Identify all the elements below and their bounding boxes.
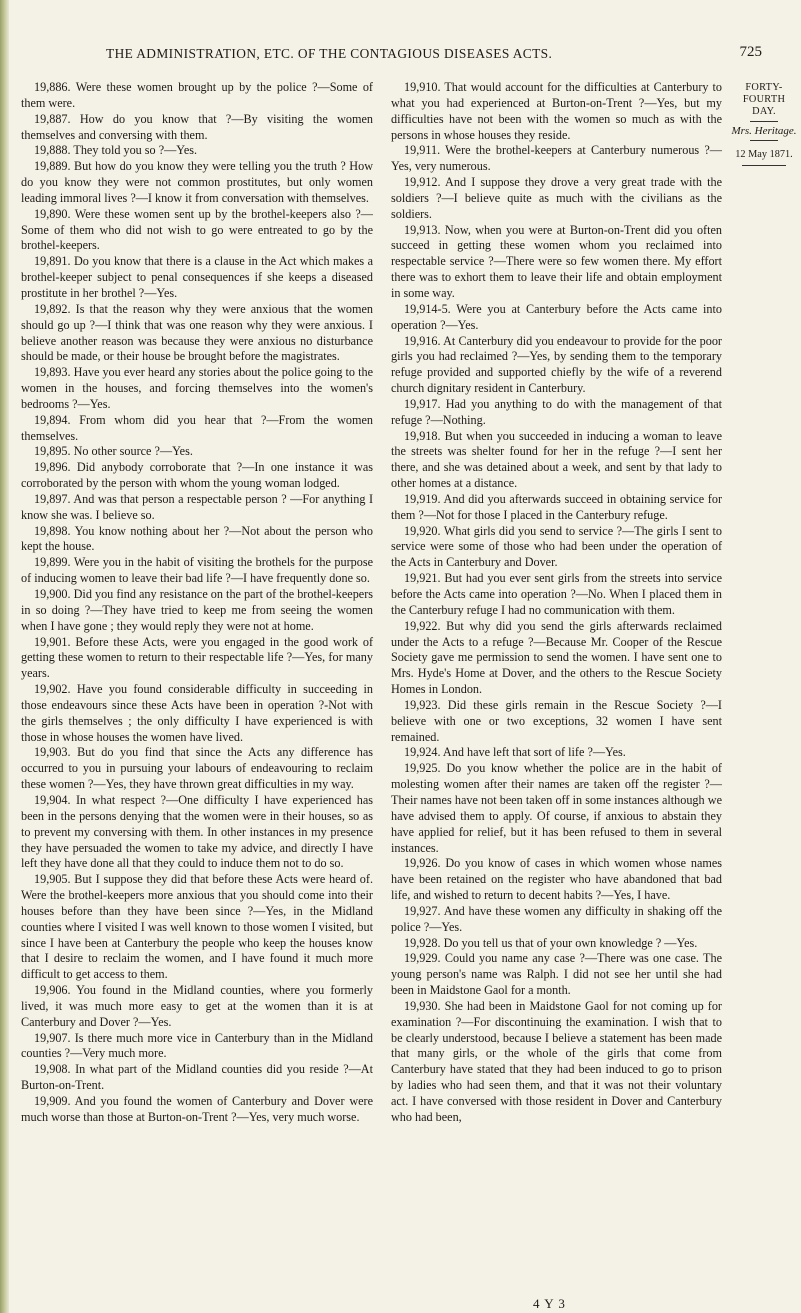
testimony-paragraph: 19,930. She had been in Maidstone Gaol for not coming up for examination ?—For discontinuing the examination. I wish that to be clearly understood, because I believe a statement has been made that many girls, or the whole of the girls that come from Canterbury have stated that they had been induced to go to prison by ladies who had seen them, and that it was not their voluntary act. I have conversed with those resident in Dover and Canterbury who had been,	[391, 998, 722, 1124]
page-binding-edge	[0, 0, 9, 1313]
margin-rule	[750, 140, 778, 141]
running-title: THE ADMINISTRATION, ETC. OF THE CONTAGIOUS DISEASES ACTS.	[106, 46, 553, 61]
testimony-paragraph: 19,908. In what part of the Midland counties did you reside ?—At Burton-on-Trent.	[21, 1062, 373, 1093]
page-header	[22, 46, 762, 66]
testimony-paragraph: 19,918. But when you succeeded in inducing a woman to leave the streets was shelter found for her in the refuge ?—I sent her there, and she was detained about a week, and sent by that lady to other homes at a distance.	[391, 428, 722, 491]
margin-notes	[730, 82, 798, 166]
page-number: 725	[739, 44, 762, 60]
testimony-paragraph: 19,893. Have you ever heard any stories about the police going to the women in the houses, and forcing themselves into the women's bedrooms ?—Yes.	[21, 365, 373, 411]
testimony-paragraph: 19,926. Do you know of cases in which women whose names have been retained on the register who have abandoned that bad life, and wished to return to decent habits ?—Yes, I have.	[391, 856, 722, 903]
left-column	[21, 80, 373, 1126]
testimony-paragraph: 19,905. But I suppose they did that before these Acts were heard of. Were the brothel-keepers more anxious that you should come into their houses before than they have been since ?—Yes, in the Midland counties where I visited I was well known to those women I visited, but since I have been at Canterbury the people who keep the houses know that I desire to reclaim the women, and I have found it much more difficult to get access to them.	[21, 872, 373, 982]
testimony-paragraph: 19,924. And have left that sort of life ?—Yes.	[404, 745, 626, 760]
margin-witness: Mrs. Heritage.	[731, 125, 797, 137]
testimony-paragraph: 19,921. But had you ever sent girls from the streets into service before the Acts came into operation ?—No. When I placed them in the Canterbury refuge I had no communication with them.	[391, 571, 722, 617]
margin-day: FORTY-FOURTH DAY.	[742, 82, 786, 117]
signature-mark: 4 Y 3	[533, 1296, 566, 1311]
testimony-paragraph: 19,886. Were these women brought up by the police ?—Some of them were.	[21, 80, 373, 110]
margin-date: 12 May 1871.	[735, 149, 793, 160]
testimony-paragraph: 19,896. Did anybody corroborate that ?—In one instance it was corroborated by the person with whom the young woman lodged.	[21, 460, 373, 491]
testimony-paragraph: 19,902. Have you found considerable difficulty in succeeding in those endeavours since these Acts have been in operation ?-Not with the girls themselves ; the only difficulty I have experienced is with those in whose houses the women have lived.	[21, 682, 373, 744]
testimony-paragraph: 19,911. Were the brothel-keepers at Canterbury numerous ?—Yes, very numerous.	[391, 143, 722, 174]
testimony-paragraph: 19,888. They told you so ?—Yes.	[34, 143, 198, 158]
testimony-paragraph: 19,890. Were these women sent up by the brothel-keepers also ?—Some of them who did not wish to go were entreated to go by the brothel-keepers.	[21, 206, 373, 253]
testimony-paragraph: 19,913. Now, when you were at Burton-on-Trent did you often succeed in getting these women whom you reclaimed into respectable service ?—There were so few women there. My effort there was to exhort them to leave their life and obtain employment in some way.	[391, 222, 722, 300]
testimony-paragraph: 19,892. Is that the reason why they were anxious that the women should go up ?—I think that was one reason why they were anxious. I believe another reason was because they were anxious no disturbance should be made, or their house be brought before the magistrates.	[21, 301, 373, 364]
testimony-paragraph: 19,927. And have these women any difficulty in shaking off the police ?—Yes.	[391, 903, 722, 934]
testimony-paragraph: 19,898. You know nothing about her ?—Not about the person who kept the house.	[21, 523, 373, 554]
testimony-paragraph: 19,895. No other source ?—Yes.	[34, 444, 193, 459]
testimony-paragraph: 19,891. Do you know that there is a clause in the Act which makes a brothel-keeper subject to penal consequences if she keeps a diseased prostitute in her brothel ?—Yes.	[21, 254, 373, 300]
testimony-paragraph: 19,925. Do you know whether the police are in the habit of molesting women after their names are taken off the register ?—Their names have not been taken off in some instances although we have advised them to apply. Of course, if anxious to abstain they have applied for relief, but it has been refused to them in several instances.	[391, 761, 722, 855]
testimony-paragraph: 19,922. But why did you send the girls afterwards reclaimed under the Acts to a refuge ?—Because Mr. Cooper of the Rescue Society gave me permission to send the women. I have sent one to Mrs. Hyde's Home at Dover, and the others to the Rescue Society Homes in London.	[391, 618, 722, 697]
margin-rule	[742, 165, 786, 166]
testimony-paragraph: 19,912. And I suppose they drove a very great trade with the soldiers ?—I believe quite as much with the civilians as the soldiers.	[391, 175, 722, 221]
testimony-paragraph: 19,916. At Canterbury did you endeavour to provide for the poor girls you had reclaimed ?—Yes, by sending them to the temporary refuge provided and supported chiefly by the wife of a reverend church dignitary resident in Canterbury.	[391, 333, 722, 396]
testimony-paragraph: 19,900. Did you find any resistance on the part of the brothel-keepers in so doing ?—They have tried to keep me from seeing the women when I have gone ; they would reply they were not at home.	[21, 587, 373, 633]
testimony-paragraph: 19,920. What girls did you send to service ?—The girls I sent to service were some of those who had been under the operation of the Acts in Canterbury and Dover.	[391, 523, 722, 570]
testimony-paragraph: 19,901. Before these Acts, were you engaged in the good work of getting these women to return to their respectable life ?—Yes, for many years.	[21, 634, 373, 681]
testimony-paragraph: 19,909. And you found the women of Canterbury and Dover were much worse than those at Burton-on-Trent ?—Yes, very much worse.	[21, 1094, 373, 1124]
testimony-paragraph: 19,928. Do you tell us that of your own knowledge ? —Yes.	[404, 935, 698, 950]
testimony-paragraph: 19,899. Were you in the habit of visiting the brothels for the purpose of inducing women to leave their bad life ?—I have frequently done so.	[21, 555, 373, 586]
testimony-paragraph: 19,903. But do you find that since the Acts any difference has occurred to you in pursuing your labours of endeavouring to reclaim these women ?—Yes, they have thrown great difficulties in my way.	[21, 745, 373, 792]
right-column	[391, 80, 722, 1126]
testimony-paragraph: 19,929. Could you name any case ?—There was one case. The young person's name was Ralph. I did not see her until she had been in Maidstone Gaol for a month.	[391, 951, 722, 998]
testimony-paragraph: 19,897. And was that person a respectable person ? —For anything I know she was. I believe so.	[21, 491, 373, 522]
testimony-paragraph: 19,917. Had you anything to do with the management of that refuge ?—Nothing.	[391, 396, 722, 427]
testimony-paragraph: 19,910. That would account for the difficulties at Canterbury to what you had experienced at Burton-on-Trent ?—Yes, but my difficulties have not been with the women so much as with the persons in whose houses they reside.	[391, 80, 722, 142]
testimony-paragraph: 19,894. From whom did you hear that ?—From the women themselves.	[21, 412, 373, 443]
margin-rule	[750, 121, 778, 122]
testimony-paragraph: 19,904. In what respect ?—One difficulty I have experienced has been in the persons denying that the women were in their houses, so as to prevent my conversing with them. In other instances in my presence they have persuaded the women to take my advice, and directly I have left they have done all that they could to induce them not to do so.	[21, 792, 373, 871]
testimony-paragraph: 19,923. Did these girls remain in the Rescue Society ?—I believe with one or two exceptions, 32 women I have sent remained.	[391, 697, 722, 744]
testimony-paragraph: 19,906. You found in the Midland counties, where you formerly lived, it was much more easy to get at the women than it is at Canterbury and Dover ?—Yes.	[21, 983, 373, 1029]
testimony-paragraph: 19,914-5. Were you at Canterbury before the Acts came into operation ?—Yes.	[391, 301, 722, 332]
testimony-paragraph: 19,919. And did you afterwards succeed in obtaining service for them ?—Not for those I placed in the Canterbury refuge.	[391, 491, 722, 522]
testimony-paragraph: 19,907. Is there much more vice in Canterbury than in the Midland counties ?—Very much more.	[21, 1030, 373, 1061]
testimony-paragraph: 19,887. How do you know that ?—By visiting the women themselves and conversing with them.	[21, 111, 373, 142]
testimony-paragraph: 19,889. But how do you know they were telling you the truth ? How do you know they were not common prostitutes, but only women leading immoral lives ?—I know it from conversation with themselves.	[21, 159, 373, 205]
